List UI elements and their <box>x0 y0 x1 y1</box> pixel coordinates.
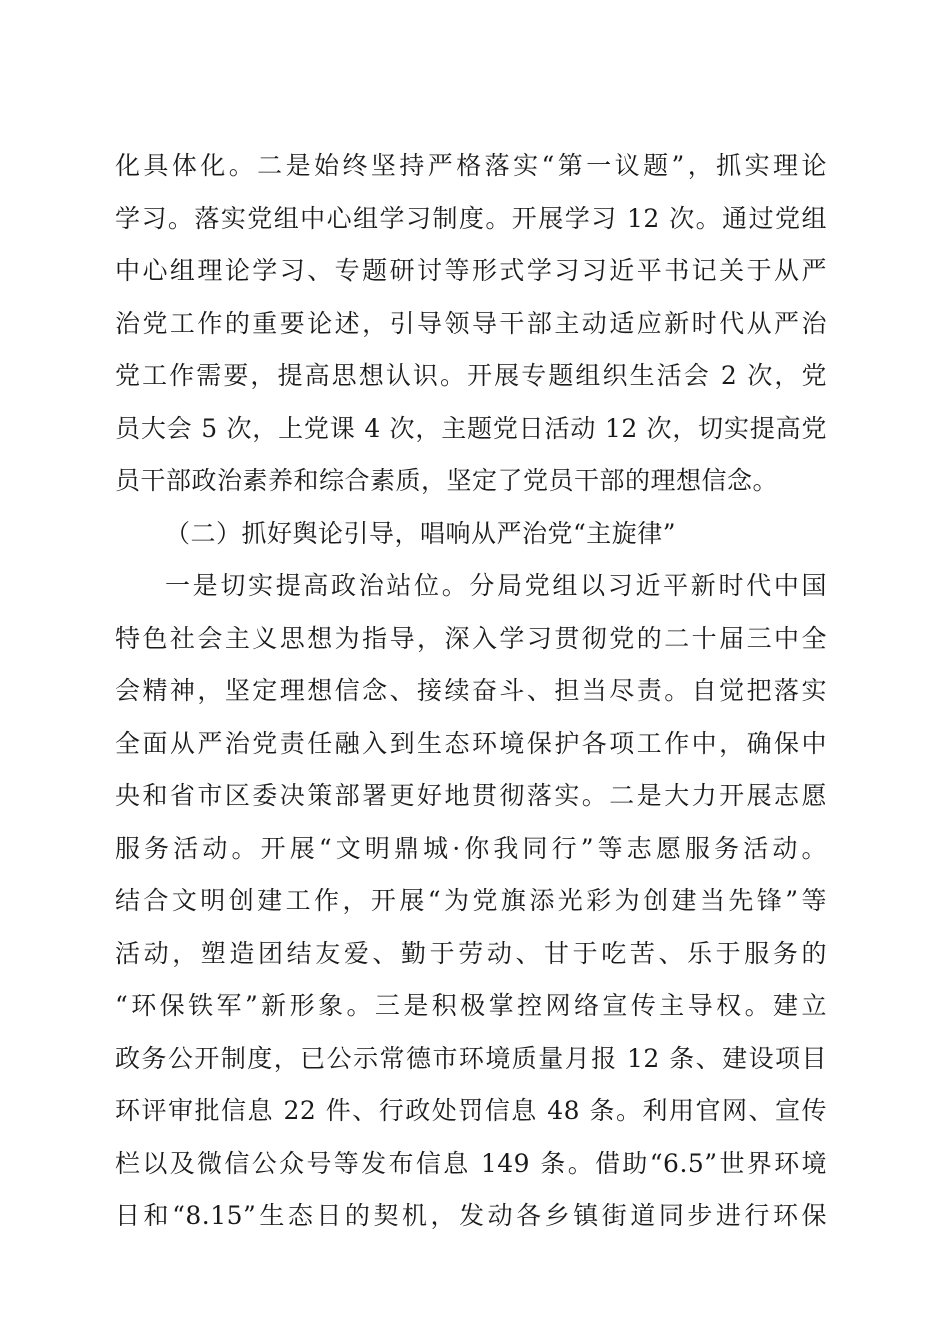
text-line: 员大会 5 次，上党课 4 次，主题党日活动 12 次，切实提高党 <box>115 413 827 443</box>
text-line: 政务公开制度，已公示常德市环境质量月报 12 条、建设项目 <box>115 1043 827 1073</box>
text-line: 特色社会主义思想为指导，深入学习贯彻党的二十届三中全 <box>115 623 827 653</box>
text-line: 员干部政治素养和综合素质，坚定了党员干部的理想信念。 <box>115 466 779 495</box>
text-line: 党工作需要，提高思想认识。开展专题组织生活会 2 次，党 <box>115 361 827 390</box>
text-line: 一是切实提高政治站位。分局党组以习近平新时代中国 <box>165 571 827 600</box>
text-line: 服务活动。开展“文明鼎城·你我同行”等志愿服务活动。 <box>115 833 827 863</box>
text-line: 全面从严治党责任融入到生态环境保护各项工作中，确保中 <box>115 728 827 758</box>
text-line: 环评审批信息 22 件、行政处罚信息 48 条。利用官网、宣传 <box>115 1096 827 1125</box>
text-line: “环保铁军”新形象。三是积极掌控网络宣传主导权。建立 <box>115 991 827 1020</box>
text-line: 学习。落实党组中心组学习制度。开展学习 12 次。通过党组 <box>115 203 827 233</box>
text-line: 会精神，坚定理想信念、接续奋斗、担当尽责。自觉把落实 <box>115 676 827 705</box>
text-line: 栏以及微信公众号等发布信息 149 条。借助“6.5”世界环境 <box>115 1148 827 1178</box>
text-line: 化具体化。二是始终坚持严格落实“第一议题”，抓实理论 <box>115 151 827 180</box>
text-line: 治党工作的重要论述，引导领导干部主动适应新时代从严治 <box>115 308 827 338</box>
text-line: 结合文明创建工作，开展“为党旗添光彩为创建当先锋”等 <box>115 886 827 915</box>
text-line: 活动，塑造团结友爱、勤于劳动、甘于吃苦、乐于服务的 <box>115 938 827 968</box>
text-line: 日和“8.15”生态日的契机，发动各乡镇街道同步进行环保 <box>115 1201 827 1230</box>
text-line: 央和省市区委决策部署更好地贯彻落实。二是大力开展志愿 <box>115 781 827 810</box>
text-line: 中心组理论学习、专题研讨等形式学习习近平书记关于从严 <box>115 256 827 285</box>
document-body <box>115 140 827 1243</box>
section-heading: （二）抓好舆论引导，唱响从严治党“主旋律” <box>165 518 677 548</box>
